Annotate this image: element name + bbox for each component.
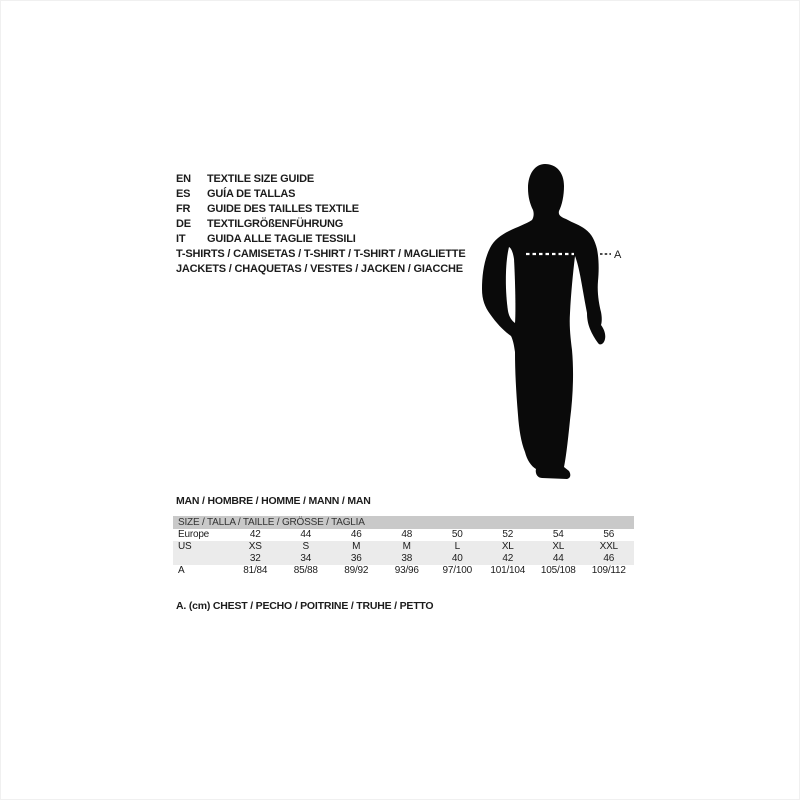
language-row-es [176, 187, 359, 202]
language-code: ES [176, 188, 191, 200]
language-label: GUÍA DE TALLAS [207, 188, 296, 200]
size-cell: 97/100 [442, 565, 472, 576]
section-title-man: MAN / HOMBRE / HOMME / MANN / MAN [176, 495, 371, 507]
measure-label-a: A [614, 249, 622, 261]
size-cell: 56 [603, 529, 615, 540]
size-cell: 42 [249, 529, 261, 540]
language-row-it [176, 232, 359, 247]
size-cell: M [352, 541, 361, 552]
category-block [176, 247, 465, 277]
language-row-de [176, 217, 359, 232]
size-cell: 38 [401, 553, 413, 564]
size-cell: M [402, 541, 411, 552]
size-cell: 54 [552, 529, 564, 540]
size-cell: 42 [502, 553, 514, 564]
size-cell: 93/96 [394, 565, 419, 576]
language-code: FR [176, 203, 191, 215]
language-label: GUIDA ALLE TAGLIE TESSILI [207, 233, 356, 245]
size-cell: XL [552, 541, 565, 552]
size-cell: 50 [451, 529, 463, 540]
size-cell: 44 [300, 529, 312, 540]
language-code: EN [176, 173, 191, 185]
language-label: TEXTILE SIZE GUIDE [207, 173, 315, 185]
row-label: A [178, 565, 185, 576]
size-cell: XS [248, 541, 262, 552]
size-cell: 46 [603, 553, 615, 564]
language-code: IT [176, 233, 186, 245]
table-row-europe [173, 529, 634, 541]
size-cell: XXL [599, 541, 618, 552]
category-line-jackets: JACKETS / CHAQUETAS / VESTES / JACKEN / GIACCHE [176, 263, 463, 275]
category-line-tshirts: T-SHIRTS / CAMISETAS / T-SHIRT / T-SHIRT / MAGLIETTE [176, 248, 466, 260]
chest-footnote: A. (cm) CHEST / PECHO / POITRINE / TRUHE / PETTO [176, 600, 434, 612]
language-list [176, 172, 359, 247]
size-cell: 40 [451, 553, 463, 564]
row-label [173, 553, 230, 565]
row-label: US [178, 541, 192, 552]
row-label: Europe [178, 529, 210, 540]
size-cell: 48 [401, 529, 413, 540]
size-cell: XL [501, 541, 514, 552]
size-cell: 32 [249, 553, 261, 564]
man-silhouette [482, 164, 605, 479]
man-silhouette-figure [471, 161, 641, 491]
size-table [173, 516, 634, 577]
table-row-chest-a [173, 565, 634, 577]
size-cell: 85/88 [293, 565, 318, 576]
size-cell: 105/108 [540, 565, 576, 576]
size-cell: 46 [350, 529, 362, 540]
size-table-header: SIZE / TALLA / TAILLE / GRÖSSE / TAGLIA [173, 516, 634, 529]
size-cell: 81/84 [243, 565, 268, 576]
language-row-fr [176, 202, 359, 217]
language-label: TEXTILGRÖßENFÜHRUNG [207, 218, 344, 230]
size-cell: 36 [350, 553, 362, 564]
size-cell: S [302, 541, 309, 552]
size-cell: 52 [502, 529, 514, 540]
language-row-en [176, 172, 359, 187]
table-row-numeric [173, 553, 634, 565]
size-cell: 109/112 [591, 565, 626, 576]
table-row-us [173, 541, 634, 553]
size-cell: 101/104 [490, 565, 526, 576]
size-cell: 44 [552, 553, 564, 564]
size-cell: 89/92 [344, 565, 369, 576]
size-cell: L [454, 541, 460, 552]
language-code: DE [176, 218, 191, 230]
language-label: GUIDE DES TAILLES TEXTILE [207, 203, 359, 215]
size-cell: 34 [300, 553, 312, 564]
